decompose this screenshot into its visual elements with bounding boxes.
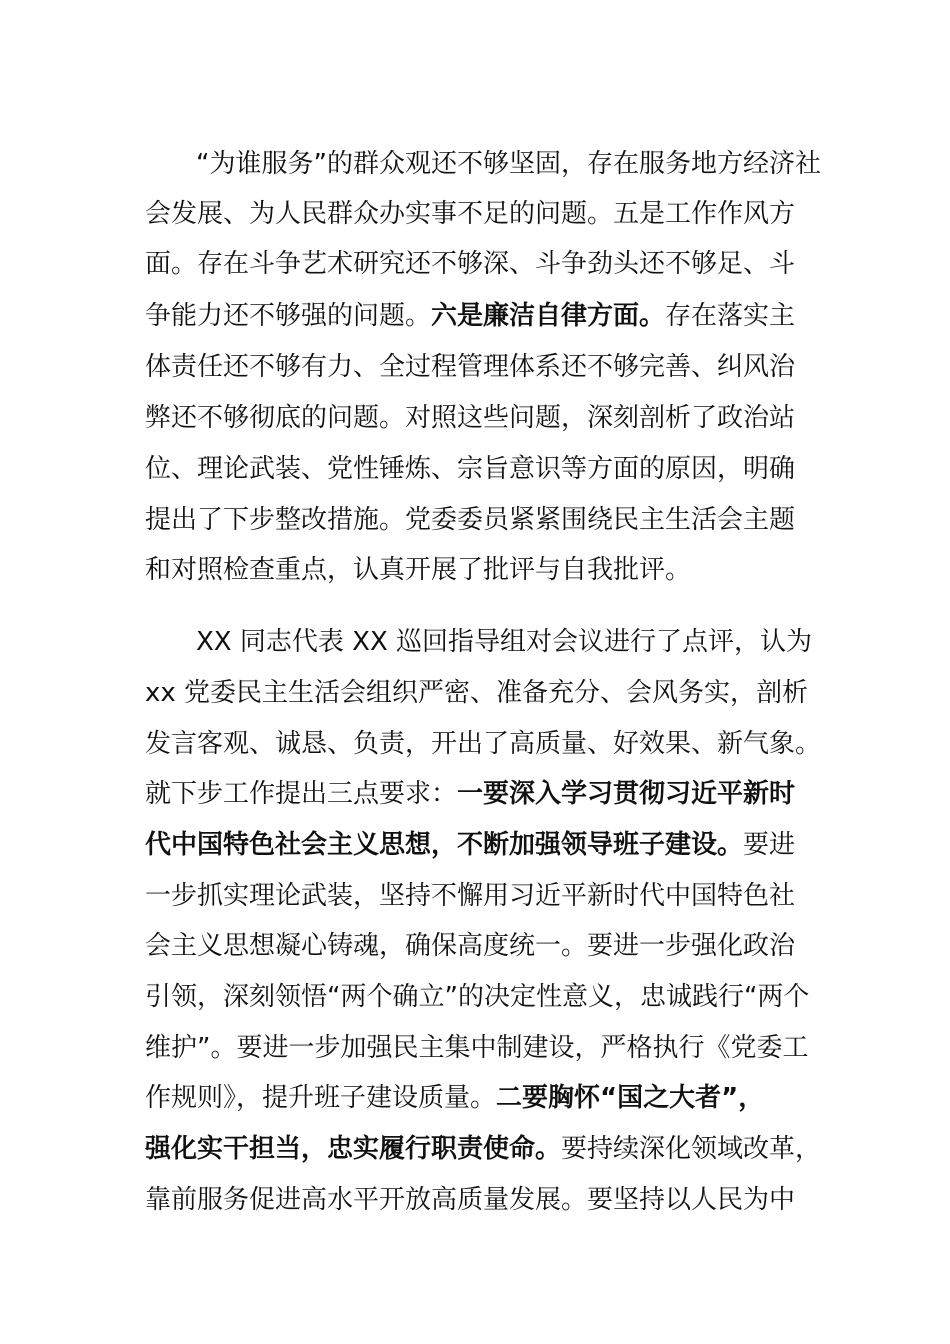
- text-line: [145, 770, 795, 818]
- bold-text-run: 一要深入学习贯彻习近平新时: [457, 779, 796, 809]
- text-line: [145, 240, 795, 288]
- text-line: [196, 140, 821, 188]
- text-run: 会主义思想凝心铸魂，确保高度统一。要进一步强化政治: [145, 931, 796, 961]
- text-line: [145, 922, 795, 970]
- text-line: [145, 190, 795, 238]
- text-run: 维护”。要进一步加强民主集中制建设，严格执行《党委工: [145, 1033, 809, 1063]
- text-run: 就下步工作提出三点要求：: [145, 779, 458, 809]
- text-run: 会发展、为人民群众办实事不足的问题。五是工作作风方: [145, 199, 796, 229]
- text-run: 争能力还不够强的问题。: [145, 301, 432, 331]
- bold-text-run: 六是廉洁自律方面。: [431, 301, 666, 331]
- bold-text-run: 代中国特色社会主义思想，不断加强领导班子建设。: [145, 830, 744, 860]
- text-run: 要持续深化领域改革，: [561, 1134, 822, 1164]
- text-line: [145, 872, 795, 920]
- text-line: [196, 618, 812, 666]
- text-run: 靠前服务促进高水平开放高质量发展。要坚持以人民为中: [145, 1185, 796, 1215]
- text-run: xx 党委民主生活会组织严密、准备充分、会风务实，剖析: [145, 678, 809, 708]
- text-line: [145, 445, 795, 493]
- text-run: 提出了下步整改措施。党委委员紧紧围绕民主生活会主题: [145, 505, 796, 535]
- text-line: [145, 720, 821, 768]
- text-run: XX 同志代表 XX 巡回指导组对会议进行了点评，认为: [196, 627, 813, 657]
- text-line: [145, 973, 809, 1021]
- text-line: [145, 821, 795, 869]
- text-run: 和对照检查重点，认真开展了批评与自我批评。: [145, 555, 692, 585]
- text-run: “为谁服务”的群众观还不够坚固，存在服务地方经济社: [196, 149, 821, 179]
- text-line: [145, 343, 795, 391]
- text-line: [145, 394, 795, 442]
- text-line: [145, 1074, 764, 1122]
- text-line: [145, 1176, 795, 1224]
- text-line: [145, 1024, 808, 1072]
- bold-text-run: 二要胸怀“国之大者”，: [496, 1083, 765, 1113]
- text-run: 引领，深刻领悟“两个确立”的决定性意义，忠诚践行“两个: [145, 982, 810, 1012]
- text-run: 发言客观、诚恳、负责，开出了高质量、好效果、新气象。: [145, 729, 822, 759]
- text-run: 体责任还不够有力、全过程管理体系还不够完善、纠风治: [145, 352, 796, 382]
- text-run: 要进: [743, 830, 796, 860]
- text-run: 位、理论武装、党性锤炼、宗旨意识等方面的原因，明确: [145, 454, 796, 484]
- text-run: 作规则》，提升班子建设质量。: [145, 1083, 497, 1113]
- bold-text-run: 强化实干担当，忠实履行职责使命。: [145, 1134, 562, 1164]
- text-run: 弊还不够彻底的问题。对照这些问题，深刻剖析了政治站: [145, 403, 796, 433]
- text-run: 一步抓实理论武装，坚持不懈用习近平新时代中国特色社: [145, 881, 796, 911]
- text-line: [145, 496, 795, 544]
- text-run: 存在落实主: [665, 301, 796, 331]
- text-line: [145, 546, 691, 594]
- text-run: 面。存在斗争艺术研究还不够深、斗争劲头还不够足、斗: [145, 249, 796, 279]
- text-line: [145, 669, 808, 717]
- text-line: [145, 1125, 821, 1173]
- text-line: [145, 292, 795, 340]
